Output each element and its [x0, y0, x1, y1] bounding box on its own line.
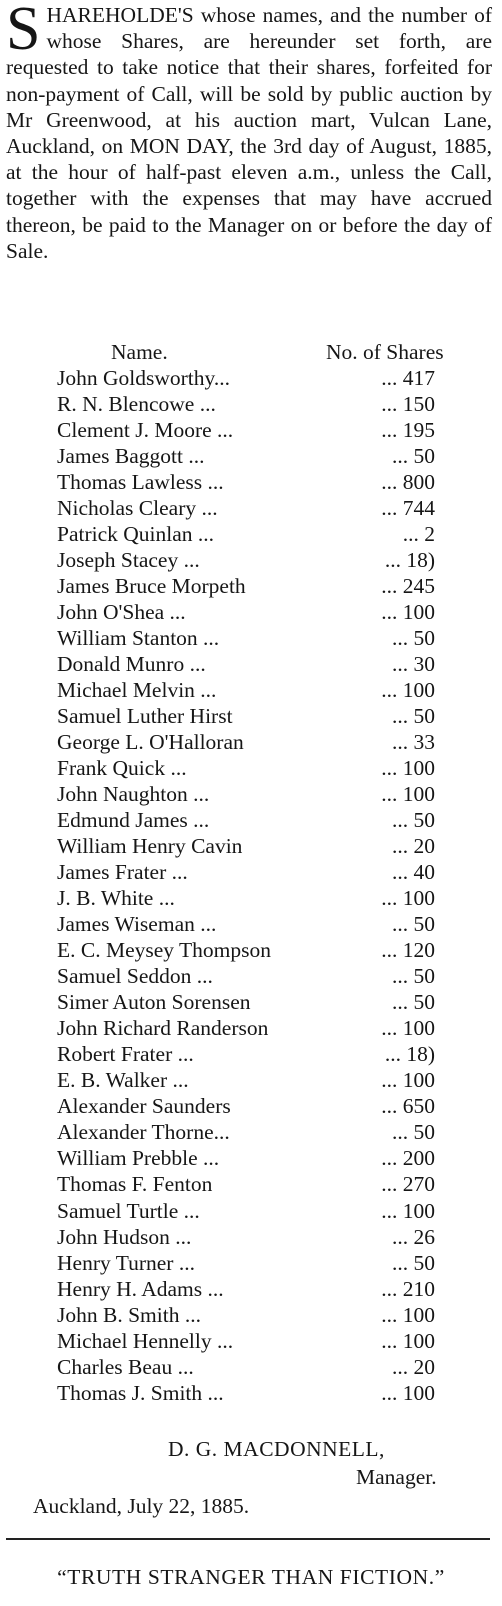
shareholder-name: Thomas F. Fenton: [57, 1172, 213, 1197]
share-count: ... 100: [381, 1016, 435, 1041]
shareholder-name: Alexander Thorne...: [57, 1120, 230, 1145]
table-row: [0, 1199, 502, 1225]
table-row: [0, 470, 502, 496]
share-count: ... 100: [381, 886, 435, 911]
share-count: ... 50: [392, 964, 435, 989]
share-count: ... 210: [381, 1276, 435, 1301]
table-row: [0, 1251, 502, 1277]
shareholder-name: James Bruce Morpeth: [57, 574, 246, 599]
share-count: ... 100: [381, 1068, 435, 1093]
shareholder-name: E. C. Meysey Thompson: [57, 938, 272, 963]
table-row: [0, 522, 502, 548]
table-row: [0, 1094, 502, 1120]
share-count: ... 33: [392, 730, 435, 755]
table-row: [0, 1225, 502, 1251]
table-row: [0, 990, 502, 1016]
share-count: ... 50: [392, 990, 435, 1015]
shareholder-name: William Stanton ...: [57, 626, 220, 651]
share-count: ... 50: [392, 912, 435, 937]
shareholder-name: Alexander Saunders: [57, 1094, 231, 1119]
table-header: [0, 340, 502, 366]
shareholder-name: John B. Smith ...: [57, 1302, 201, 1327]
table-row: [0, 834, 502, 860]
shareholder-name: Clement J. Moore ...: [57, 418, 234, 443]
table-row: [0, 756, 502, 782]
shareholder-name: Frank Quick ...: [57, 756, 187, 781]
table-row: [0, 1355, 502, 1381]
shareholder-name: Samuel Turtle ...: [57, 1198, 200, 1223]
shareholder-name: Simer Auton Sorensen: [57, 990, 251, 1015]
table-row: [0, 548, 502, 574]
dropcap-letter: S: [6, 0, 41, 63]
shareholder-name: John O'Shea ...: [57, 600, 186, 625]
shareholder-name: Michael Hennelly ...: [57, 1328, 234, 1353]
section-divider: [6, 1538, 490, 1540]
table-row: [0, 1068, 502, 1094]
share-count: ... 744: [381, 496, 435, 521]
share-count: ... 18): [384, 548, 435, 573]
share-count: ... 800: [381, 470, 435, 495]
table-body: [0, 366, 502, 1407]
table-row: [0, 496, 502, 522]
table-row: [0, 652, 502, 678]
share-count: ... 195: [381, 418, 435, 443]
table-row: [0, 1042, 502, 1068]
shareholder-name: James Frater ...: [57, 860, 188, 885]
share-count: ... 100: [381, 782, 435, 807]
share-count: ... 2: [402, 522, 435, 547]
table-row: [0, 938, 502, 964]
shareholder-name: John Hudson ...: [57, 1224, 192, 1249]
shareholder-name: Samuel Luther Hirst: [57, 704, 233, 729]
table-row: [0, 912, 502, 938]
table-row: [0, 392, 502, 418]
table-row: [0, 574, 502, 600]
shareholder-name: Robert Frater ...: [57, 1042, 194, 1067]
share-count: ... 50: [392, 626, 435, 651]
share-count: ... 50: [392, 1120, 435, 1145]
share-count: ... 18): [384, 1042, 435, 1067]
notice-paragraph: [6, 2, 492, 264]
share-count: ... 100: [381, 1380, 435, 1405]
shareholder-name: Nicholas Cleary ...: [57, 496, 218, 521]
share-count: ... 50: [392, 808, 435, 833]
shareholder-name: James Wiseman ...: [57, 912, 217, 937]
share-count: ... 50: [392, 704, 435, 729]
notice-body: HAREHOLDE'S whose names, and the number of whose Shares, are hereunder set forth, are requested to take notice that their shares, forfeited for non-payment of Call, will be sold by public auction by Mr Greenwood, at his auction mart, Vulcan Lane, Auckland, on MON DAY, the 3rd day of August, 1885, at the hour of half-past eleven a.m., unless the Call, together with the expenses that may have accrued thereon, be paid to the Manager on or before the day of Sale.: [6, 3, 492, 263]
share-count: ... 245: [381, 574, 435, 599]
shareholder-name: John Richard Randerson: [57, 1016, 269, 1041]
table-row: [0, 444, 502, 470]
share-count: ... 20: [392, 834, 435, 859]
table-row: [0, 626, 502, 652]
table-row: [0, 1381, 502, 1407]
shareholder-name: Henry H. Adams ...: [57, 1276, 224, 1301]
shareholder-name: J. B. White ...: [57, 886, 175, 911]
share-count: ... 100: [381, 1328, 435, 1353]
table-row: [0, 600, 502, 626]
table-row: [0, 678, 502, 704]
shareholder-name: Michael Melvin ...: [57, 678, 217, 703]
share-count: ... 30: [392, 652, 435, 677]
table-row: [0, 886, 502, 912]
column-header-name: Name.: [111, 340, 168, 364]
share-count: ... 650: [381, 1094, 435, 1119]
table-row: [0, 730, 502, 756]
shareholder-name: William Henry Cavin: [57, 834, 243, 859]
share-count: ... 40: [392, 860, 435, 885]
shareholder-name: George L. O'Halloran: [57, 730, 244, 755]
share-count: ... 120: [381, 938, 435, 963]
table-row: [0, 1303, 502, 1329]
dateline: Auckland, July 22, 1885.: [33, 1494, 250, 1518]
share-count: ... 20: [392, 1354, 435, 1379]
table-row: [0, 366, 502, 392]
table-row: [0, 964, 502, 990]
share-count: ... 100: [381, 1302, 435, 1327]
shareholder-name: Charles Beau ...: [57, 1354, 194, 1379]
signatory-title: Manager.: [356, 1465, 437, 1489]
share-count: ... 270: [381, 1172, 435, 1197]
share-count: ... 417: [381, 366, 435, 390]
share-count: ... 150: [381, 392, 435, 417]
table-row: [0, 860, 502, 886]
shareholder-name: Thomas Lawless ...: [57, 470, 224, 495]
share-count: ... 100: [381, 600, 435, 625]
table-row: [0, 1146, 502, 1172]
share-count: ... 100: [381, 756, 435, 781]
share-count: ... 100: [381, 1198, 435, 1223]
shareholder-name: Donald Munro ...: [57, 652, 206, 677]
column-header-shares: No. of Shares: [326, 340, 444, 364]
signatory-name: D. G. MACDONNELL,: [168, 1437, 385, 1461]
shareholder-name: John Naughton ...: [57, 782, 210, 807]
shareholder-name: William Prebble ...: [57, 1146, 220, 1171]
table-row: [0, 1016, 502, 1042]
share-count: ... 26: [392, 1224, 435, 1249]
table-row: [0, 418, 502, 444]
shareholder-name: Thomas J. Smith ...: [57, 1380, 224, 1405]
share-count: ... 100: [381, 678, 435, 703]
shareholder-name: James Baggott ...: [57, 444, 205, 469]
shareholder-name: Samuel Seddon ...: [57, 964, 213, 989]
shareholder-name: Joseph Stacey ...: [57, 548, 200, 573]
next-article-heading: “TRUTH STRANGER THAN FICTION.”: [57, 1565, 445, 1589]
share-count: ... 50: [392, 1250, 435, 1275]
share-count: ... 200: [381, 1146, 435, 1171]
table-row: [0, 1120, 502, 1146]
shareholder-name: E. B. Walker ...: [57, 1068, 189, 1093]
table-row: [0, 782, 502, 808]
shareholder-name: Edmund James ...: [57, 808, 210, 833]
table-row: [0, 1277, 502, 1303]
shareholders-table: [0, 340, 502, 1407]
table-row: [0, 704, 502, 730]
shareholder-name: Patrick Quinlan ...: [57, 522, 215, 547]
table-row: [0, 1172, 502, 1198]
table-row: [0, 1329, 502, 1355]
shareholder-name: Henry Turner ...: [57, 1250, 195, 1275]
table-row: [0, 808, 502, 834]
share-count: ... 50: [392, 444, 435, 469]
shareholder-name: John Goldsworthy...: [57, 366, 230, 390]
shareholder-name: R. N. Blencowe ...: [57, 392, 216, 417]
